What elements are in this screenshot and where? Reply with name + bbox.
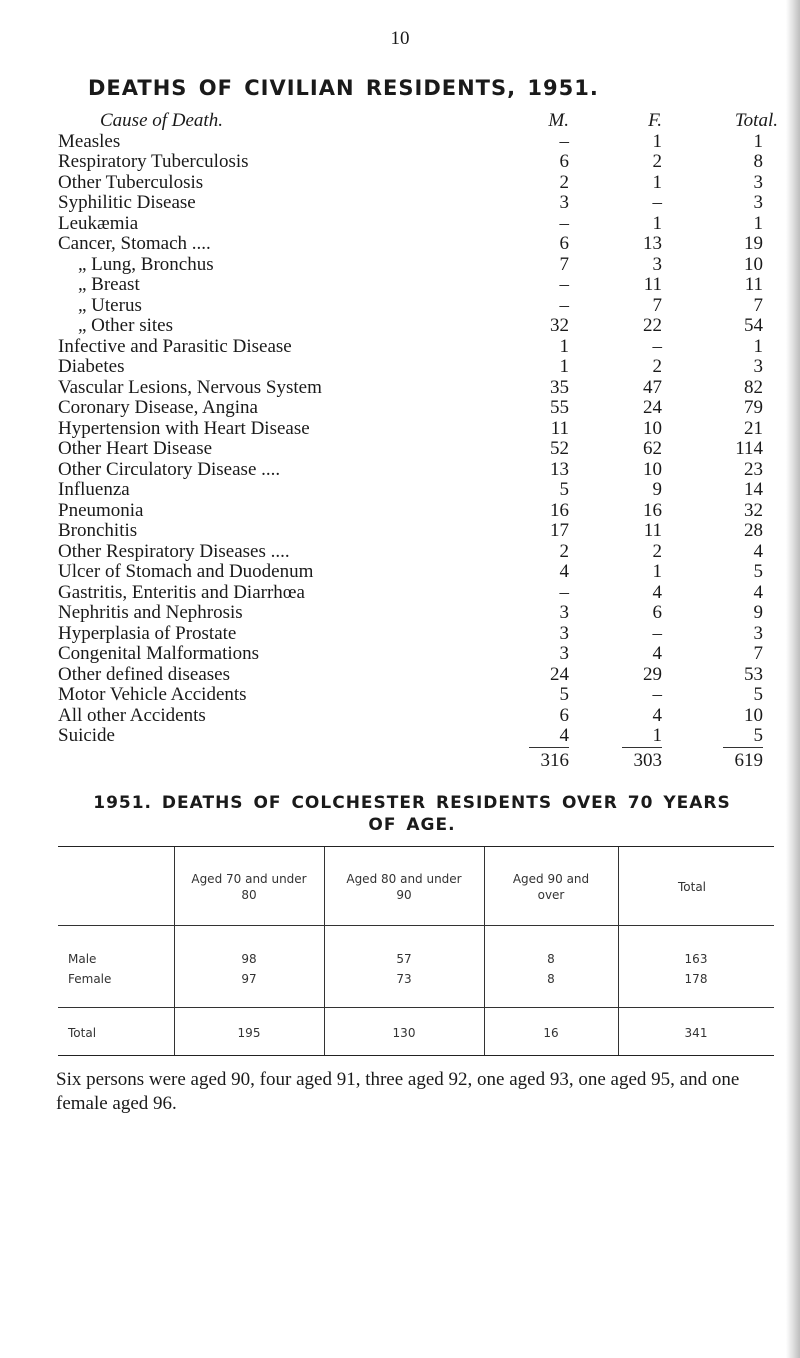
cause-label: Hypertension with Heart Disease — [58, 417, 310, 439]
male-count: 7 — [559, 253, 569, 275]
cause-label: Hyperplasia of Prostate — [58, 622, 237, 644]
total-count: 28 — [744, 520, 763, 541]
female-count: 1 — [652, 130, 662, 152]
total-male: 316 — [529, 747, 569, 774]
female-count: 9 — [652, 479, 662, 500]
table-row — [58, 726, 774, 747]
row-divider — [58, 1007, 774, 1008]
female-count: – — [652, 622, 662, 644]
male-count: 5 — [559, 479, 569, 500]
female-count: 1 — [652, 561, 662, 582]
female-count: 10 — [643, 417, 662, 439]
table-row — [58, 378, 774, 399]
cause-label: Pneumonia — [58, 499, 144, 521]
total-count: 1 — [753, 130, 763, 152]
cause-label: Suicide — [58, 725, 115, 746]
total-count: 10 — [744, 704, 763, 726]
cause-label: Measles — [58, 130, 121, 152]
total-count: 53 — [744, 663, 763, 685]
cause-label: Other Respiratory Diseases .... — [58, 540, 290, 562]
total-count: 19 — [744, 233, 763, 254]
total-count: 54 — [744, 315, 763, 336]
over70-heading-line1: 1951. DEATHS OF COLCHESTER RESIDENTS OVER 70 YEARS — [93, 793, 731, 813]
total-count: 5 — [753, 725, 763, 746]
table-row — [58, 357, 774, 378]
male-count: 2 — [559, 540, 569, 562]
table-row — [58, 624, 774, 645]
male-count: 13 — [550, 458, 569, 480]
male-count: 55 — [550, 397, 569, 418]
male-count: – — [559, 294, 569, 316]
cause-label: Other Heart Disease — [58, 438, 213, 459]
male-count: 1 — [559, 356, 569, 377]
table-row — [58, 501, 774, 522]
header-cause: Cause of Death. — [100, 110, 223, 131]
table-row — [58, 562, 774, 583]
cause-label: Syphilitic Disease — [58, 192, 196, 213]
male-aged-70: 98 — [241, 952, 257, 966]
col-total: Total — [677, 880, 707, 894]
female-count: 62 — [643, 438, 662, 459]
age-note: Six persons were aged 90, four aged 91, three aged 92, one aged 93, one aged 95, and one female aged 96. — [56, 1069, 740, 1114]
cause-label: Cancer, Stomach .... — [58, 233, 211, 254]
header-male: M. — [548, 110, 569, 131]
table-row — [58, 480, 774, 501]
male-count: – — [559, 212, 569, 234]
cause-label: Respiratory Tuberculosis — [58, 151, 249, 172]
total-count: 5 — [753, 561, 763, 582]
table-row — [58, 583, 774, 604]
female-aged-70: 97 — [241, 972, 257, 986]
total-count: 3 — [753, 622, 763, 644]
cause-label: Gastritis, Enteritis and Diarrhœa — [58, 581, 305, 603]
age-table — [58, 846, 774, 1056]
female-total: 178 — [684, 972, 708, 986]
cause-label: Nephritis and Nephrosis — [58, 602, 243, 623]
total-count: 7 — [753, 294, 763, 316]
total-count: 5 — [753, 684, 763, 705]
cause-label: Other defined diseases — [58, 663, 230, 685]
cause-label: Other Circulatory Disease .... — [58, 458, 281, 480]
total-aged-90: 16 — [543, 1026, 559, 1040]
male-count: 35 — [550, 376, 569, 398]
female-count: 3 — [652, 253, 662, 275]
male-count: 32 — [550, 315, 569, 336]
cause-label: Other Tuberculosis — [58, 171, 204, 193]
male-count: 3 — [559, 622, 569, 644]
grand-total: 341 — [684, 1026, 708, 1040]
col-aged-90-over: Aged 90 and over — [512, 872, 590, 902]
total-count: 8 — [753, 151, 763, 172]
header-female: F. — [648, 110, 662, 131]
female-count: – — [652, 192, 662, 213]
total-count: 3 — [753, 192, 763, 213]
total-count: 23 — [744, 458, 763, 480]
cause-label: Infective and Parasitic Disease — [58, 335, 292, 357]
table-row — [58, 337, 774, 358]
cause-label: Congenital Malformations — [58, 643, 260, 664]
total-count: 3 — [753, 171, 763, 193]
female-count: – — [652, 335, 662, 357]
female-count: 2 — [652, 356, 662, 377]
male-count: 6 — [559, 704, 569, 726]
table-row — [58, 296, 774, 317]
total-count: 3 — [753, 356, 763, 377]
female-count: 2 — [652, 540, 662, 562]
table-row — [58, 706, 774, 727]
total-count: 1 — [753, 212, 763, 234]
table-row — [58, 214, 774, 235]
total-count: 114 — [735, 438, 763, 459]
table-row — [58, 398, 774, 419]
male-count: 3 — [559, 602, 569, 623]
female-count: 1 — [652, 171, 662, 193]
female-count: 2 — [652, 151, 662, 172]
female-count: 11 — [643, 520, 662, 541]
cause-label: Bronchitis — [58, 520, 138, 541]
total-count: 11 — [744, 274, 763, 295]
total-count: 9 — [753, 602, 763, 623]
cause-label: Vascular Lesions, Nervous System — [58, 376, 322, 398]
male-count: 1 — [559, 335, 569, 357]
table-row — [58, 439, 774, 460]
female-count: 4 — [652, 704, 662, 726]
male-total: 163 — [684, 952, 708, 966]
female-count: 13 — [643, 233, 662, 254]
row-label-female: Female — [68, 972, 112, 986]
male-count: 6 — [559, 151, 569, 172]
male-count: 5 — [559, 684, 569, 705]
over70-heading — [62, 792, 762, 836]
table-row — [58, 644, 774, 665]
cause-label: Motor Vehicle Accidents — [58, 684, 247, 705]
cause-label: „ Uterus — [78, 294, 142, 316]
female-count: 10 — [643, 458, 662, 480]
table-row — [58, 665, 774, 686]
female-aged-90: 8 — [547, 972, 555, 986]
female-count: 4 — [652, 581, 662, 603]
cause-label: „ Lung, Bronchus — [78, 253, 214, 275]
female-count: 24 — [643, 397, 662, 418]
male-count: 4 — [559, 725, 569, 746]
table-row — [58, 173, 774, 194]
total-count: 7 — [753, 643, 763, 664]
cause-label: Coronary Disease, Angina — [58, 397, 258, 418]
male-count: 16 — [550, 499, 569, 521]
total-count: 79 — [744, 397, 763, 418]
cause-label: All other Accidents — [58, 704, 206, 726]
table-row — [58, 542, 774, 563]
table-row — [58, 685, 774, 706]
table-row — [58, 521, 774, 542]
female-count: 1 — [652, 212, 662, 234]
total-count: 1 — [753, 335, 763, 357]
female-count: 22 — [643, 315, 662, 336]
table-row — [58, 132, 774, 153]
female-aged-80: 73 — [396, 972, 412, 986]
cause-label: Ulcer of Stomach and Duodenum — [58, 561, 314, 582]
totals-row — [58, 747, 774, 771]
col-aged-80-90: Aged 80 and under 90 — [346, 872, 462, 902]
female-count: 16 — [643, 499, 662, 521]
total-all: 619 — [723, 747, 763, 774]
table-row — [58, 275, 774, 296]
cause-label: Diabetes — [58, 356, 125, 377]
female-count: – — [652, 684, 662, 705]
total-count: 4 — [753, 581, 763, 603]
total-count: 21 — [744, 417, 763, 439]
table-row — [58, 419, 774, 440]
male-count: 6 — [559, 233, 569, 254]
cause-of-death-table — [58, 110, 778, 771]
total-count: 4 — [753, 540, 763, 562]
female-count: 29 — [643, 663, 662, 685]
male-count: 52 — [550, 438, 569, 459]
female-count: 6 — [652, 602, 662, 623]
male-aged-80: 57 — [396, 952, 412, 966]
header-total: Total. — [734, 110, 778, 131]
table-row — [58, 255, 774, 276]
male-count: – — [559, 581, 569, 603]
male-aged-90: 8 — [547, 952, 555, 966]
cause-label: „ Breast — [78, 274, 140, 295]
page-edge — [786, 0, 800, 1358]
col-aged-70-80: Aged 70 and under 80 — [191, 872, 307, 902]
female-count: 47 — [643, 376, 662, 398]
total-count: 10 — [744, 253, 763, 275]
table-row — [58, 460, 774, 481]
cause-label: „ Other sites — [78, 315, 173, 336]
female-count: 4 — [652, 643, 662, 664]
male-count: 3 — [559, 192, 569, 213]
row-divider — [58, 925, 774, 926]
total-count: 32 — [744, 499, 763, 521]
table-row — [58, 193, 774, 214]
deaths-heading: DEATHS OF CIVILIAN RESIDENTS, 1951. — [88, 76, 599, 100]
male-count: – — [559, 274, 569, 295]
male-count: 2 — [559, 171, 569, 193]
row-label-total: Total — [68, 1026, 97, 1040]
female-count: 7 — [652, 294, 662, 316]
cause-label: Influenza — [58, 479, 130, 500]
table-row — [58, 603, 774, 624]
total-female: 303 — [622, 747, 662, 774]
male-count: – — [559, 130, 569, 152]
row-label-male: Male — [68, 952, 97, 966]
total-count: 14 — [744, 479, 763, 500]
total-aged-70: 195 — [237, 1026, 261, 1040]
female-count: 11 — [643, 274, 662, 295]
total-count: 82 — [744, 376, 763, 398]
table-row — [58, 316, 774, 337]
male-count: 3 — [559, 643, 569, 664]
male-count: 4 — [559, 561, 569, 582]
cause-label: Leukæmia — [58, 212, 139, 234]
table-row — [58, 234, 774, 255]
table-row — [58, 152, 774, 173]
male-count: 11 — [550, 417, 569, 439]
total-aged-80: 130 — [392, 1026, 416, 1040]
male-count: 24 — [550, 663, 569, 685]
male-count: 17 — [550, 520, 569, 541]
table-header-row — [58, 110, 778, 132]
female-count: 1 — [652, 725, 662, 746]
page-number: 10 — [390, 28, 410, 49]
over70-heading-line2: OF AGE. — [368, 815, 456, 835]
